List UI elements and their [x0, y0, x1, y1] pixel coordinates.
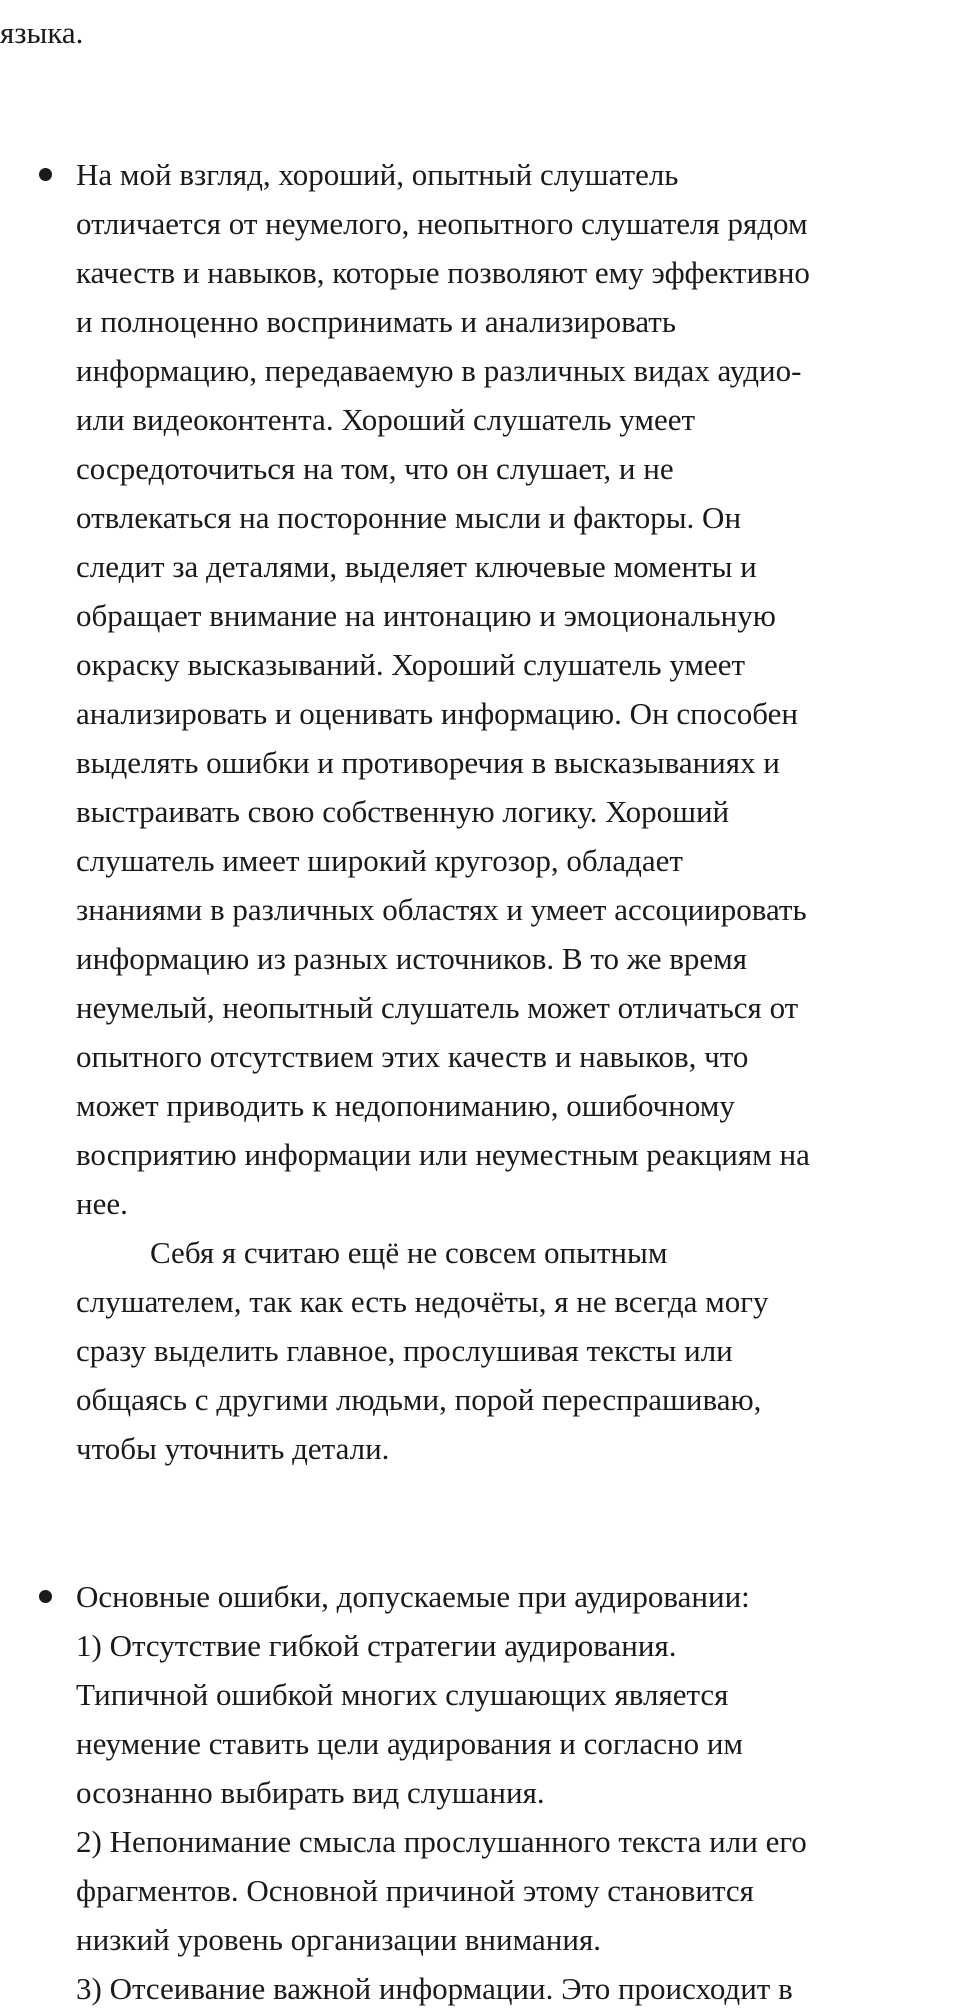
text-line: окраску высказываний. Хороший слушатель умеет: [76, 647, 746, 682]
text-line: 1) Отсутствие гибкой стратегии аудирования.: [76, 1628, 677, 1663]
text-line: обращает внимание на интонацию и эмоциональную: [76, 598, 776, 633]
text-line: может приводить к недопониманию, ошибочному: [76, 1088, 735, 1123]
text-line: отличается от неумелого, неопытного слушателя рядом: [76, 206, 808, 241]
text-line: На мой взгляд, хороший, опытный слушатель: [76, 157, 679, 192]
text-line: неумелый, неопытный слушатель может отличаться от: [76, 990, 799, 1025]
text-line: Основные ошибки, допускаемые при аудировании:: [76, 1579, 750, 1614]
text-line: осознанно выбирать вид слушания.: [76, 1775, 545, 1810]
previous-paragraph-fragment: языка.: [0, 15, 84, 50]
text-line: фрагментов. Основной причиной этому становится: [76, 1873, 754, 1908]
text-line: и полноценно воспринимать и анализировать: [76, 304, 676, 339]
text-line: качеств и навыков, которые позволяют ему эффективно: [76, 255, 810, 290]
text-line: опытного отсутствием этих качеств и навыков, что: [76, 1039, 749, 1074]
text-line: информацию, передаваемую в различных видах аудио-: [76, 353, 802, 388]
text-line: отвлекаться на посторонние мысли и факторы. Он: [76, 500, 742, 535]
text-line: слушатель имеет широкий кругозор, обладает: [76, 843, 683, 878]
text-line: или видеоконтента. Хороший слушатель умеет: [76, 402, 696, 437]
text-line: выстраивать свою собственную логику. Хороший: [76, 794, 730, 829]
text-line: 3) Отсеивание важной информации. Это происходит в: [76, 1971, 793, 2006]
text-line: следит за деталями, выделяет ключевые моменты и: [76, 549, 757, 584]
bullet-item-text: [76, 150, 960, 1473]
text-line-indented: Себя я считаю ещё не совсем опытным: [150, 1235, 668, 1270]
text-line: знаниями в различных областях и умеет ассоциировать: [76, 892, 807, 927]
text-line: низкий уровень организации внимания.: [76, 1922, 601, 1957]
text-line: 2) Непонимание смысла прослушанного текста или его: [76, 1824, 807, 1859]
text-line: чтобы уточнить детали.: [76, 1431, 390, 1466]
text-line: Типичной ошибкой многих слушающих является: [76, 1677, 729, 1712]
text-line: сразу выделить главное, прослушивая тексты или: [76, 1333, 733, 1368]
bullet-dot-icon: [39, 168, 52, 181]
text-line: восприятию информации или неуместным реакциям на: [76, 1137, 810, 1172]
text-line: выделять ошибки и противоречия в высказываниях и: [76, 745, 780, 780]
text-line: неумение ставить цели аудирования и согласно им: [76, 1726, 744, 1761]
text-line: нее.: [76, 1186, 128, 1221]
bullet-dot-icon: [39, 1590, 52, 1603]
bullet-item-text: [76, 1572, 960, 2013]
text-line: анализировать и оценивать информацию. Он способен: [76, 696, 799, 731]
text-line: информацию из разных источников. В то же время: [76, 941, 747, 976]
text-line: сосредоточиться на том, что он слушает, и не: [76, 451, 674, 486]
text-line: общаясь с другими людьми, порой переспрашиваю,: [76, 1382, 762, 1417]
text-line: слушателем, так как есть недочёты, я не всегда могу: [76, 1284, 769, 1319]
